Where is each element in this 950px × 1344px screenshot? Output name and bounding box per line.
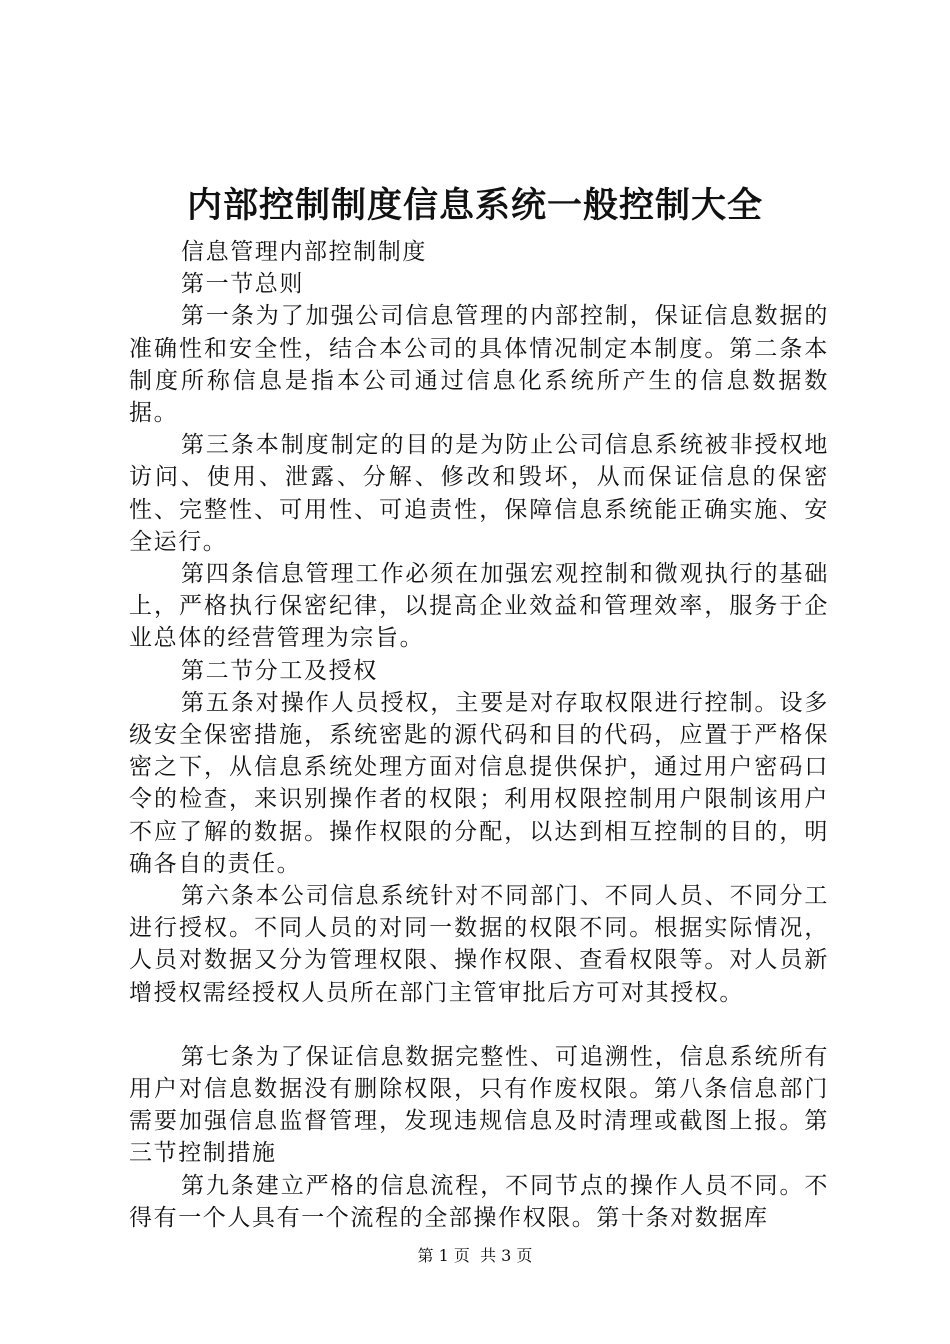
section-heading: 第二节分工及授权 xyxy=(181,657,378,684)
document-body xyxy=(129,236,829,1234)
page-number-footer: 第 1 页 共 3 页 xyxy=(417,1246,533,1265)
body-paragraph: 第四条信息管理工作必须在加强宏观控制和微观执行的基础上，严格执行保密纪律，以提高企业效益和管理效率，服务于企业总体的经营管理为宗旨。 xyxy=(129,561,829,652)
body-paragraph: 第六条本公司信息系统针对不同部门、不同人员、不同分工进行授权。不同人员的对同一数据的权限不同。根据实际情况，人员对数据又分为管理权限、操作权限、查看权限等。对人员新增授权需经授权人员所在部门主管审批后方可对其授权。 xyxy=(129,883,829,1006)
body-paragraph: 第九条建立严格的信息流程，不同节点的操作人员不同。不得有一个人具有一个流程的全部操作权限。第十条对数据库 xyxy=(129,1172,829,1231)
heading-paragraph: 信息管理内部控制制度 xyxy=(181,239,427,265)
body-paragraph: 第七条为了保证信息数据完整性、可追溯性，信息系统所有用户对信息数据没有删除权限，只有作废权限。第八条信息部门需要加强信息监督管理，发现违规信息及时清理或截图上报。第三节控制措施 xyxy=(129,1043,829,1167)
section-heading: 第一节总则 xyxy=(181,271,304,298)
paragraph-spacer xyxy=(129,1009,829,1041)
body-paragraph: 第五条对操作人员授权，主要是对存取权限进行控制。设多级安全保密措施，系统密匙的源代码和目的代码，应置于严格保密之下，从信息系统处理方面对信息提供保护，通过用户密码口令的检查，来识别操作者的权限；利用权限控制用户限制该用户不应了解的数据。操作权限的分配，以达到相互控制的目的，明确各自的责任。 xyxy=(129,689,829,877)
document-title: 内部控制制度信息系统一般控制大全 xyxy=(186,185,763,226)
body-paragraph: 第三条本制度制定的目的是为防止公司信息系统被非授权地访问、使用、泄露、分解、修改和毁坏，从而保证信息的保密性、完整性、可用性、可追责性，保障信息系统能正确实施、安全运行。 xyxy=(129,432,829,555)
body-paragraph: 第一条为了加强公司信息管理的内部控制，保证信息数据的准确性和安全性，结合本公司的具体情况制定本制度。第二条本制度所称信息是指本公司通过信息化系统所产生的信息数据数据。 xyxy=(129,303,829,427)
